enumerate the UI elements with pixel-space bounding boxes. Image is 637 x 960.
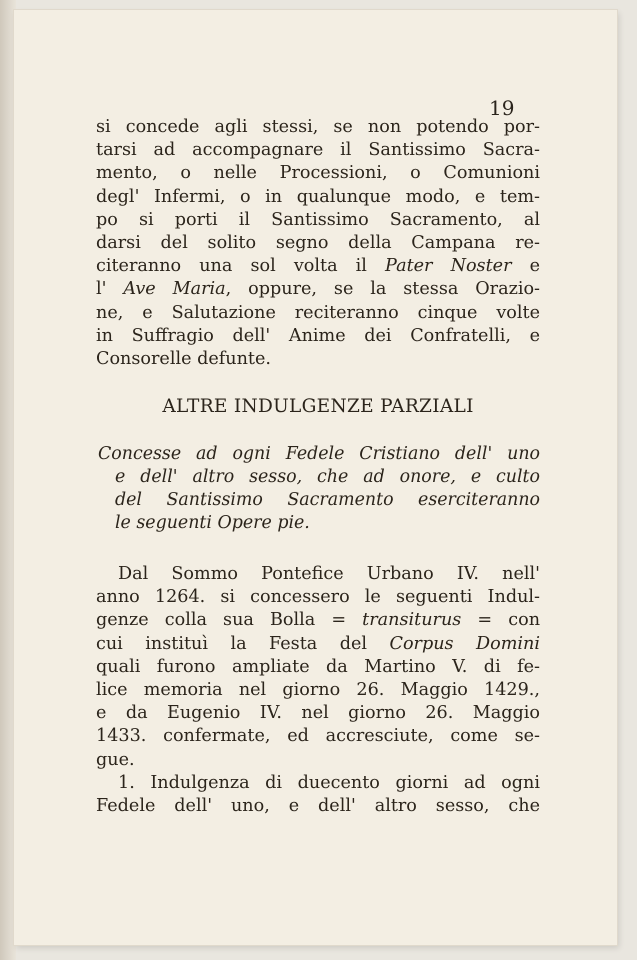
text-line: si concede agli stessi, se non potendo por- [96, 117, 540, 137]
text-span: l' [96, 279, 124, 300]
equals-mark: = [477, 610, 493, 631]
text-span: e [511, 256, 541, 277]
text-line: 1433. confermate, ed accresciute, come se- [96, 726, 540, 747]
text-line: lice memoria nel giorno 26. Maggio 1429., [96, 679, 540, 700]
text-span: citeranno una sol volta il [96, 256, 367, 277]
text-line: le seguenti Opere pie. [115, 513, 310, 533]
text-line: tarsi ad accompagnare il Santissimo Sacra- [96, 140, 540, 161]
text-line: e da Eugenio IV. nel giorno 26. Maggio [96, 703, 540, 724]
corpus-domini: Corpus Domini [389, 633, 540, 654]
text-line: ne, e Salutazione reciteranno cinque volte [96, 302, 540, 323]
text-line: darsi del solito segno della Campana re- [96, 232, 540, 253]
intro-italic [98, 443, 540, 535]
text-line: e dell' altro sesso, che ad onore, e culto [115, 467, 540, 487]
section-heading: ALTRE INDULGENZE PARZIALI [162, 396, 474, 417]
text-line: Concesse ad ogni Fedele Cristiano dell' uno [98, 444, 540, 464]
text-line [96, 255, 540, 278]
text-span: con [508, 610, 541, 631]
text-line: Fedele dell' uno, e dell' altro sesso, che [96, 795, 540, 816]
text-line: degl' Infermi, o in qualunque modo, e tem- [96, 186, 540, 207]
pater-noster: Pater Noster [385, 256, 512, 277]
text-span: , oppure, se la stessa Orazio- [225, 279, 540, 300]
text-line [96, 609, 540, 632]
text-line: po si porti il Santissimo Sacramento, al [96, 209, 540, 230]
text-line: quali furono ampliate da Martino V. di fe- [96, 656, 540, 677]
text-line: Consorelle defunte. [96, 348, 272, 369]
text-line: in Suffragio dell' Anime dei Confratelli, e [96, 325, 540, 346]
text-line [96, 278, 540, 301]
text-line: anno 1264. si concessero le seguenti Indul- [96, 587, 540, 608]
page-number: 19 [489, 96, 515, 120]
text-line: Dal Sommo Pontefice Urbano IV. nell' [118, 564, 540, 584]
paragraph-1 [96, 116, 540, 371]
transiturus: transiturus [362, 610, 462, 631]
text-line: 1. Indulgenza di duecento giorni ad ogni [118, 772, 540, 793]
text-span: cui instituì la Festa del [96, 633, 368, 654]
equals-mark: = [331, 610, 347, 631]
text-line: del Santissimo Sacramento eserciteranno [115, 490, 540, 510]
text-span: genze colla sua Bolla [96, 610, 316, 631]
ave-maria: Ave Maria [123, 279, 226, 300]
text-line: mento, o nelle Processioni, o Comunioni [96, 163, 540, 184]
text-line [96, 633, 540, 656]
text-line: gue. [96, 749, 135, 770]
paragraph-2 [96, 563, 540, 818]
